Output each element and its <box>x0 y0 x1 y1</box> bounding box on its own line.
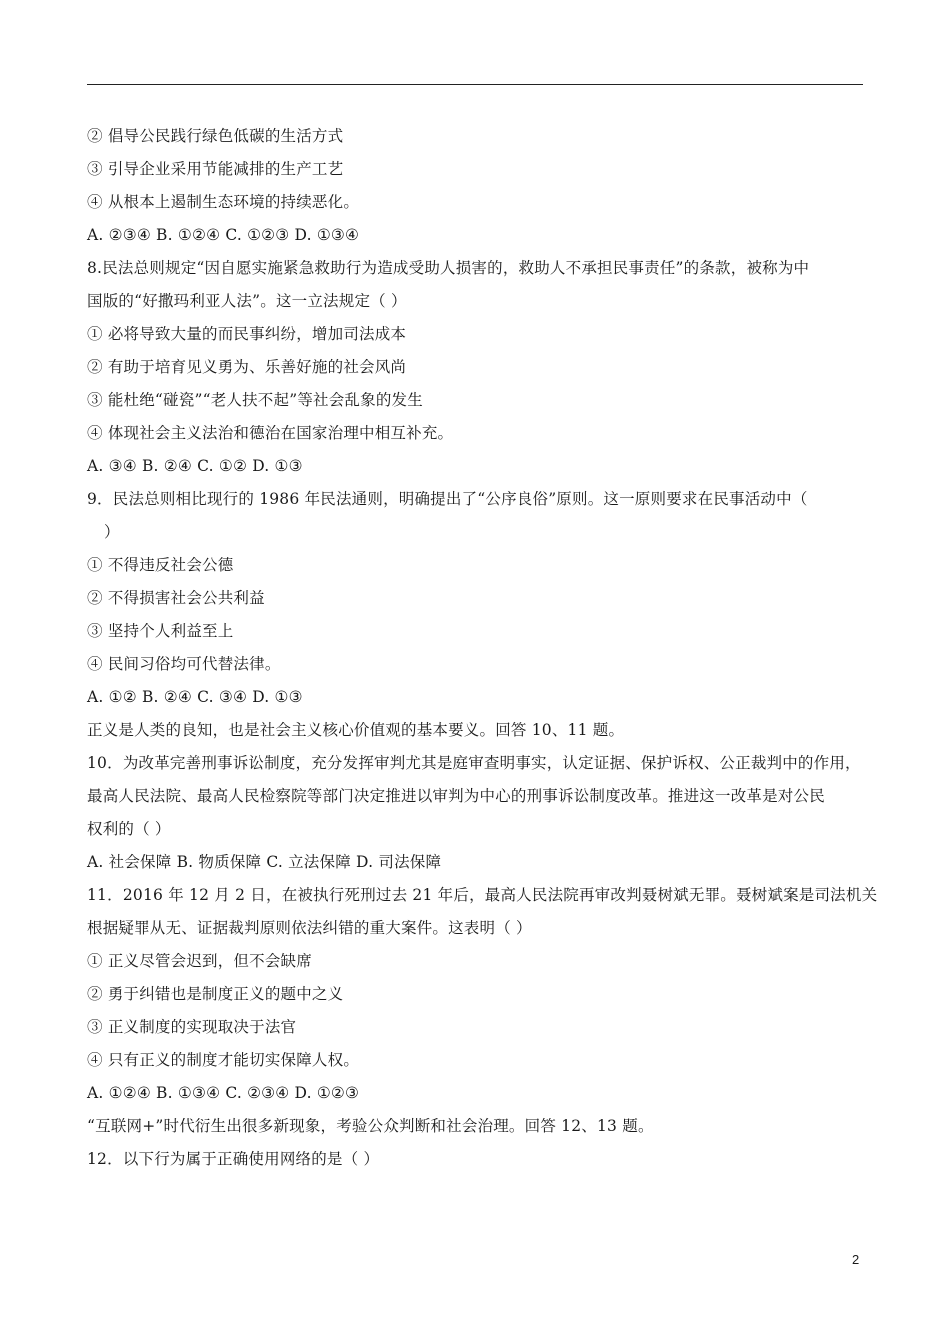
answer-options: A. 社会保障 B. 物质保障 C. 立法保障 D. 司法保障 <box>87 853 442 871</box>
text-line: ① 不得违反社会公德 <box>87 556 234 574</box>
text-line: ④ 民间习俗均可代替法律。 <box>87 655 281 673</box>
text-line: ④ 体现社会主义法治和德治在国家治理中相互补充。 <box>87 424 454 442</box>
text-line: ② 有助于培育见义勇为、乐善好施的社会风尚 <box>87 358 407 376</box>
answer-options: A. ①②④ B. ①③④ C. ②③④ D. ①②③ <box>87 1084 360 1102</box>
text-line: ④ 只有正义的制度才能切实保障人权。 <box>87 1051 360 1069</box>
question-8-text-cont: 国版的“好撒玛利亚人法”。这一立法规定（ ） <box>87 292 407 310</box>
answer-options: A. ③④ B. ②④ C. ①② D. ①③ <box>87 457 303 475</box>
question-9-text: 9．民法总则相比现行的 1986 年民法通则，明确提出了“公序良俗”原则。这一原则要求在民事活动中（ <box>87 490 808 508</box>
text-line: ④ 从根本上遏制生态环境的持续恶化。 <box>87 193 360 211</box>
text-line: ① 必将导致大量的而民事纠纷，增加司法成本 <box>87 325 407 343</box>
text-line: ② 勇于纠错也是制度正义的题中之义 <box>87 985 344 1003</box>
question-12-text: 12．以下行为属于正确使用网络的是（ ） <box>87 1150 380 1168</box>
question-10-text-cont: 权利的（ ） <box>87 820 171 838</box>
question-10-text: 10．为改革完善刑事诉讼制度，充分发挥审判尤其是庭审查明事实，认定证据、保护诉权、公正裁判中的作用， <box>87 754 861 772</box>
text-line: ② 倡导公民践行绿色低碳的生活方式 <box>87 127 344 145</box>
document-body <box>87 120 878 1176</box>
question-8-text: 8.民法总则规定“因自愿实施紧急救助行为造成受助人损害的，救助人不承担民事责任”的条款，被称为中 <box>87 259 810 277</box>
text-line: ③ 坚持个人利益至上 <box>87 622 234 640</box>
answer-options: A. ②③④ B. ①②④ C. ①②③ D. ①③④ <box>87 226 360 244</box>
question-11-text: 11．2016 年 12 月 2 日，在被执行死刑过去 21 年后，最高人民法院再审改判聂树斌无罪。聂树斌案是司法机关 <box>87 886 878 904</box>
question-11-text-cont: 根据疑罪从无、证据裁判原则依法纠错的重大案件。这表明（ ） <box>87 919 532 937</box>
answer-options: A. ①② B. ②④ C. ③④ D. ①③ <box>87 688 303 706</box>
section-intro: “互联网+”时代衍生出很多新现象，考验公众判断和社会治理。回答 12、13 题。 <box>87 1117 654 1135</box>
text-line: ① 正义尽管会迟到，但不会缺席 <box>87 952 312 970</box>
text-line: ③ 正义制度的实现取决于法官 <box>87 1018 297 1036</box>
header-rule <box>87 84 863 85</box>
text-line: ② 不得损害社会公共利益 <box>87 589 265 607</box>
section-intro: 正义是人类的良知，也是社会主义核心价值观的基本要义。回答 10、11 题。 <box>87 721 625 739</box>
question-9-text-cont: ） <box>104 523 120 541</box>
text-line: ③ 引导企业采用节能减排的生产工艺 <box>87 160 344 178</box>
question-10-text-cont: 最高人民法院、最高人民检察院等部门决定推进以审判为中心的刑事诉讼制度改革。推进这一改革是对公民 <box>87 787 825 805</box>
page-number: 2 <box>852 1252 860 1267</box>
text-line: ③ 能杜绝“碰瓷”“老人扶不起”等社会乱象的发生 <box>87 391 423 409</box>
